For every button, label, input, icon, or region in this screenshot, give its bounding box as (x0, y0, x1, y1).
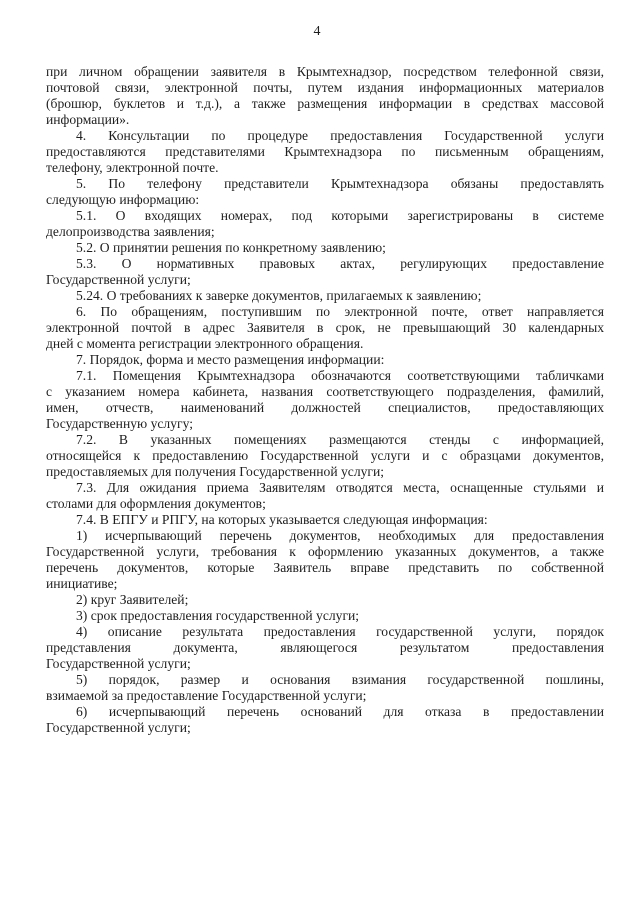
text-line: Государственной услуги; (46, 272, 191, 287)
text-line: предоставляемых для получения Государственной услуги; (46, 464, 385, 479)
text-line: телефону, электронной почте. (46, 160, 219, 175)
text-line: Государственной услуги; (46, 656, 191, 671)
document-body (46, 64, 604, 736)
text-line: 5.1. О входящих номерах, под которыми зарегистрированы в системе (76, 208, 604, 223)
text-line: предоставляются представителями Крымтехнадзора по письменным обращениям, (46, 144, 604, 159)
text-line: 7. Порядок, форма и место размещения информации: (76, 352, 385, 367)
text-line: 4. Консультации по процедуре предоставления Государственной услуги (76, 128, 604, 143)
text-line: информации». (46, 112, 130, 127)
text-line: взимаемой за предоставление Государственной услуги; (46, 688, 367, 703)
text-line: 5.24. О требованиях к заверке документов, прилагаемых к заявлению; (76, 288, 482, 303)
text-line: 1) исчерпывающий перечень документов, необходимых для предоставления (76, 528, 604, 543)
text-line: почтовой связи, электронной почты, путем издания информационных материалов (46, 80, 604, 95)
text-line: 7.1. Помещения Крымтехнадзора обозначаются соответствующими табличками (76, 368, 604, 383)
text-line: 5) порядок, размер и основания взимания государственной пошлины, (76, 672, 604, 687)
text-line: 7.2. В указанных помещениях размещаются стенды с информацией, (76, 432, 604, 447)
text-line: 5. По телефону представители Крымтехнадзора обязаны предоставлять (76, 176, 604, 191)
text-line: 7.3. Для ожидания приема Заявителям отводятся места, оснащенные стульями и (76, 480, 604, 495)
text-line: 5.3. О нормативных правовых актах, регулирующих предоставление (76, 256, 604, 271)
page-number: 4 (313, 24, 321, 39)
text-line: инициативе; (46, 576, 118, 591)
text-line: 6) исчерпывающий перечень оснований для отказа в предоставлении (76, 704, 604, 719)
text-line: 2) круг Заявителей; (76, 592, 189, 607)
text-line: Государственной услуги; (46, 720, 191, 735)
text-line: 7.4. В ЕПГУ и РПГУ, на которых указывается следующая информация: (76, 512, 488, 527)
text-line: Государственной услуги, требования к оформлению указанных документов, а также (46, 544, 604, 559)
text-line: делопроизводства заявления; (46, 224, 215, 239)
text-line: 6. По обращениям, поступившим по электронной почте, ответ направляется (76, 304, 604, 319)
text-line: при личном обращении заявителя в Крымтехнадзор, посредством телефонной связи, (46, 64, 604, 79)
text-line: перечень документов, которые Заявитель вправе представить по собственной (46, 560, 604, 575)
text-line: (брошюр, буклетов и т.д.), а также размещения информации в средствах массовой (46, 96, 604, 111)
text-line: относящейся к предоставлению Государственной услуги и с образцами документов, (46, 448, 604, 463)
text-line: 4) описание результата предоставления государственной услуги, порядок (76, 624, 604, 639)
text-line: 3) срок предоставления государственной услуги; (76, 608, 360, 623)
text-line: электронной почтой в адрес Заявителя в срок, не превышающий 30 календарных (46, 320, 604, 335)
text-line: 5.2. О принятии решения по конкретному заявлению; (76, 240, 386, 255)
text-line: столами для оформления документов; (46, 496, 266, 511)
text-line: представления документа, являющегося результатом предоставления (46, 640, 604, 655)
text-line: с указанием номера кабинета, названия соответствующего подразделения, фамилий, (46, 384, 604, 399)
text-line: имен, отчеств, наименований должностей специалистов, предоставляющих (46, 400, 604, 415)
text-line: следующую информацию: (46, 192, 200, 207)
text-line: Государственную услугу; (46, 416, 193, 431)
text-line: дней с момента регистрации электронного обращения. (46, 336, 364, 351)
